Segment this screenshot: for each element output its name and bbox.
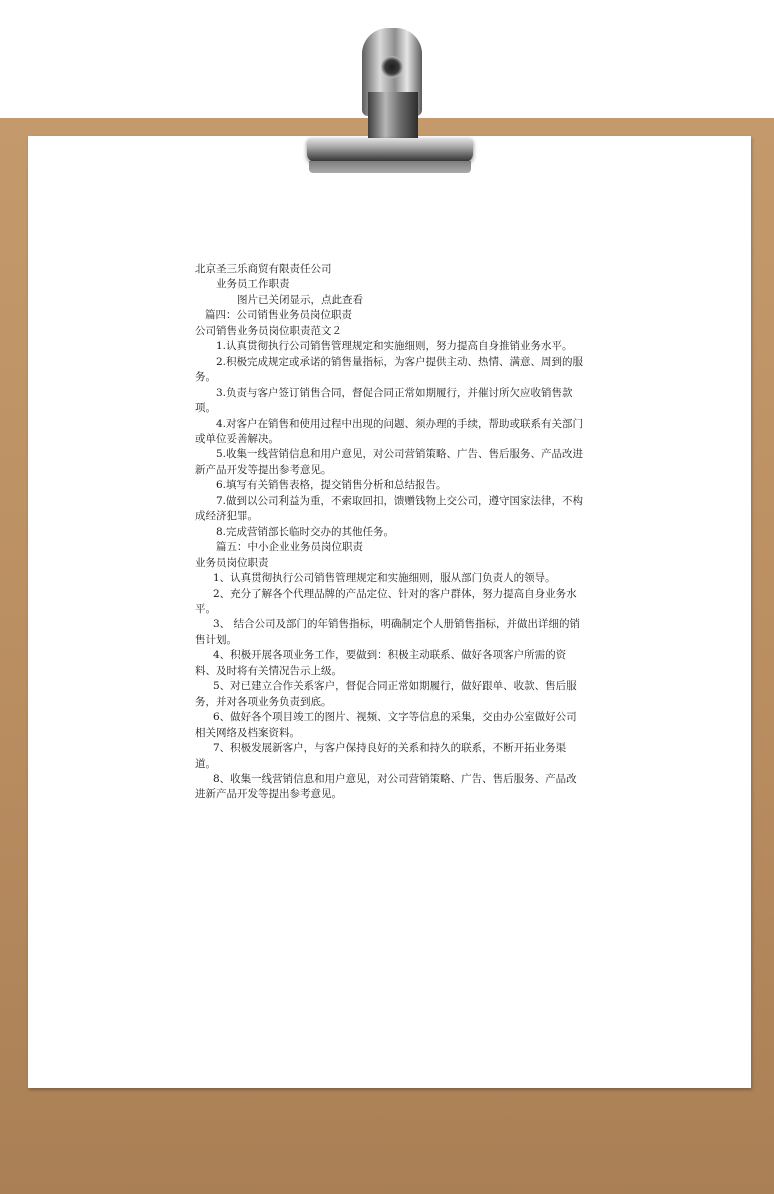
list-item: 1.认真贯彻执行公司销售管理规定和实施细则，努力提高自身推销业务水平。 (216, 340, 573, 353)
list-item: 5.收集一线营销信息和用户意见，对公司营销策略、广告、售后服务、产品改进新产品开发等提出参考意见。 (195, 448, 584, 476)
clip-foot (309, 161, 471, 173)
list-item: 6.填写有关销售表格，提交销售分析和总结报告。 (216, 479, 447, 492)
section4-list (195, 339, 587, 540)
list-item: 8、收集一线营销信息和用户意见，对公司营销策略、广告、售后服务、产品改进新产品开发等提出参考意见。 (195, 772, 577, 801)
list-item: 4、积极开展各项业务工作，要做到：积极主动联系、做好各项客户所需的资料、及时将有关情况告示上级。 (195, 649, 567, 677)
section5-list (195, 571, 587, 803)
list-item: 2.积极完成规定或承诺的销售量指标，为客户提供主动、热情、满意、周到的服务。 (195, 355, 584, 384)
list-item: 3、 结合公司及部门的年销售指标，明确制定个人册销售指标，并做出详细的销售计划。 (195, 618, 581, 646)
list-item: 8.完成营销部长临时交办的其他任务。 (216, 525, 395, 538)
list-item: 1、认真贯彻执行公司销售管理规定和实施细则，服从部门负责人的领导。 (213, 572, 556, 585)
list-item: 2、充分了解各个代理品牌的产品定位、针对的客户群体，努力提高自身业务水平。 (195, 587, 577, 615)
clip-bar (307, 138, 473, 162)
section5-subtitle: 业务员岗位职责 (195, 556, 269, 569)
company-name: 北京圣三乐商贸有限责任公司 (195, 263, 332, 275)
section5-heading: 篇五：中小企业业务员岗位职责 (216, 541, 363, 554)
job-title: 业务员工作职责 (216, 278, 290, 291)
list-item: 4.对客户在销售和使用过程中出现的问题、须办理的手续，帮助或联系有关部门或单位妥善解决。 (195, 417, 584, 445)
clip-hole (381, 56, 403, 78)
document-body (195, 262, 587, 803)
clip-body (368, 92, 418, 142)
image-notice-link[interactable]: 图片已关闭显示，点此查看 (237, 293, 363, 306)
section4-subtitle: 公司销售业务员岗位职责范文２ (195, 324, 342, 337)
list-item: 3.负责与客户签订销售合同，督促合同正常如期履行，并催讨所欠应收销售款项。 (195, 386, 573, 415)
list-item: 5、对已建立合作关系客户，督促合同正常如期履行，做好跟单、收款、售后服务，并对各项业务负责到底。 (195, 680, 577, 708)
list-item: 6、做好各个项目竣工的图片、视频、文字等信息的采集，交由办公室做好公司相关网络及档案资料。 (195, 711, 577, 739)
section4-heading: 篇四：公司销售业务员岗位职责 (205, 309, 352, 322)
list-item: 7、积极发展新客户，与客户保持良好的关系和持久的联系，不断开拓业务渠道。 (195, 742, 567, 770)
list-item: 7.做到以公司利益为重，不索取回扣，馈赠钱物上交公司，遵守国家法律，不构成经济犯罪。 (195, 494, 584, 523)
